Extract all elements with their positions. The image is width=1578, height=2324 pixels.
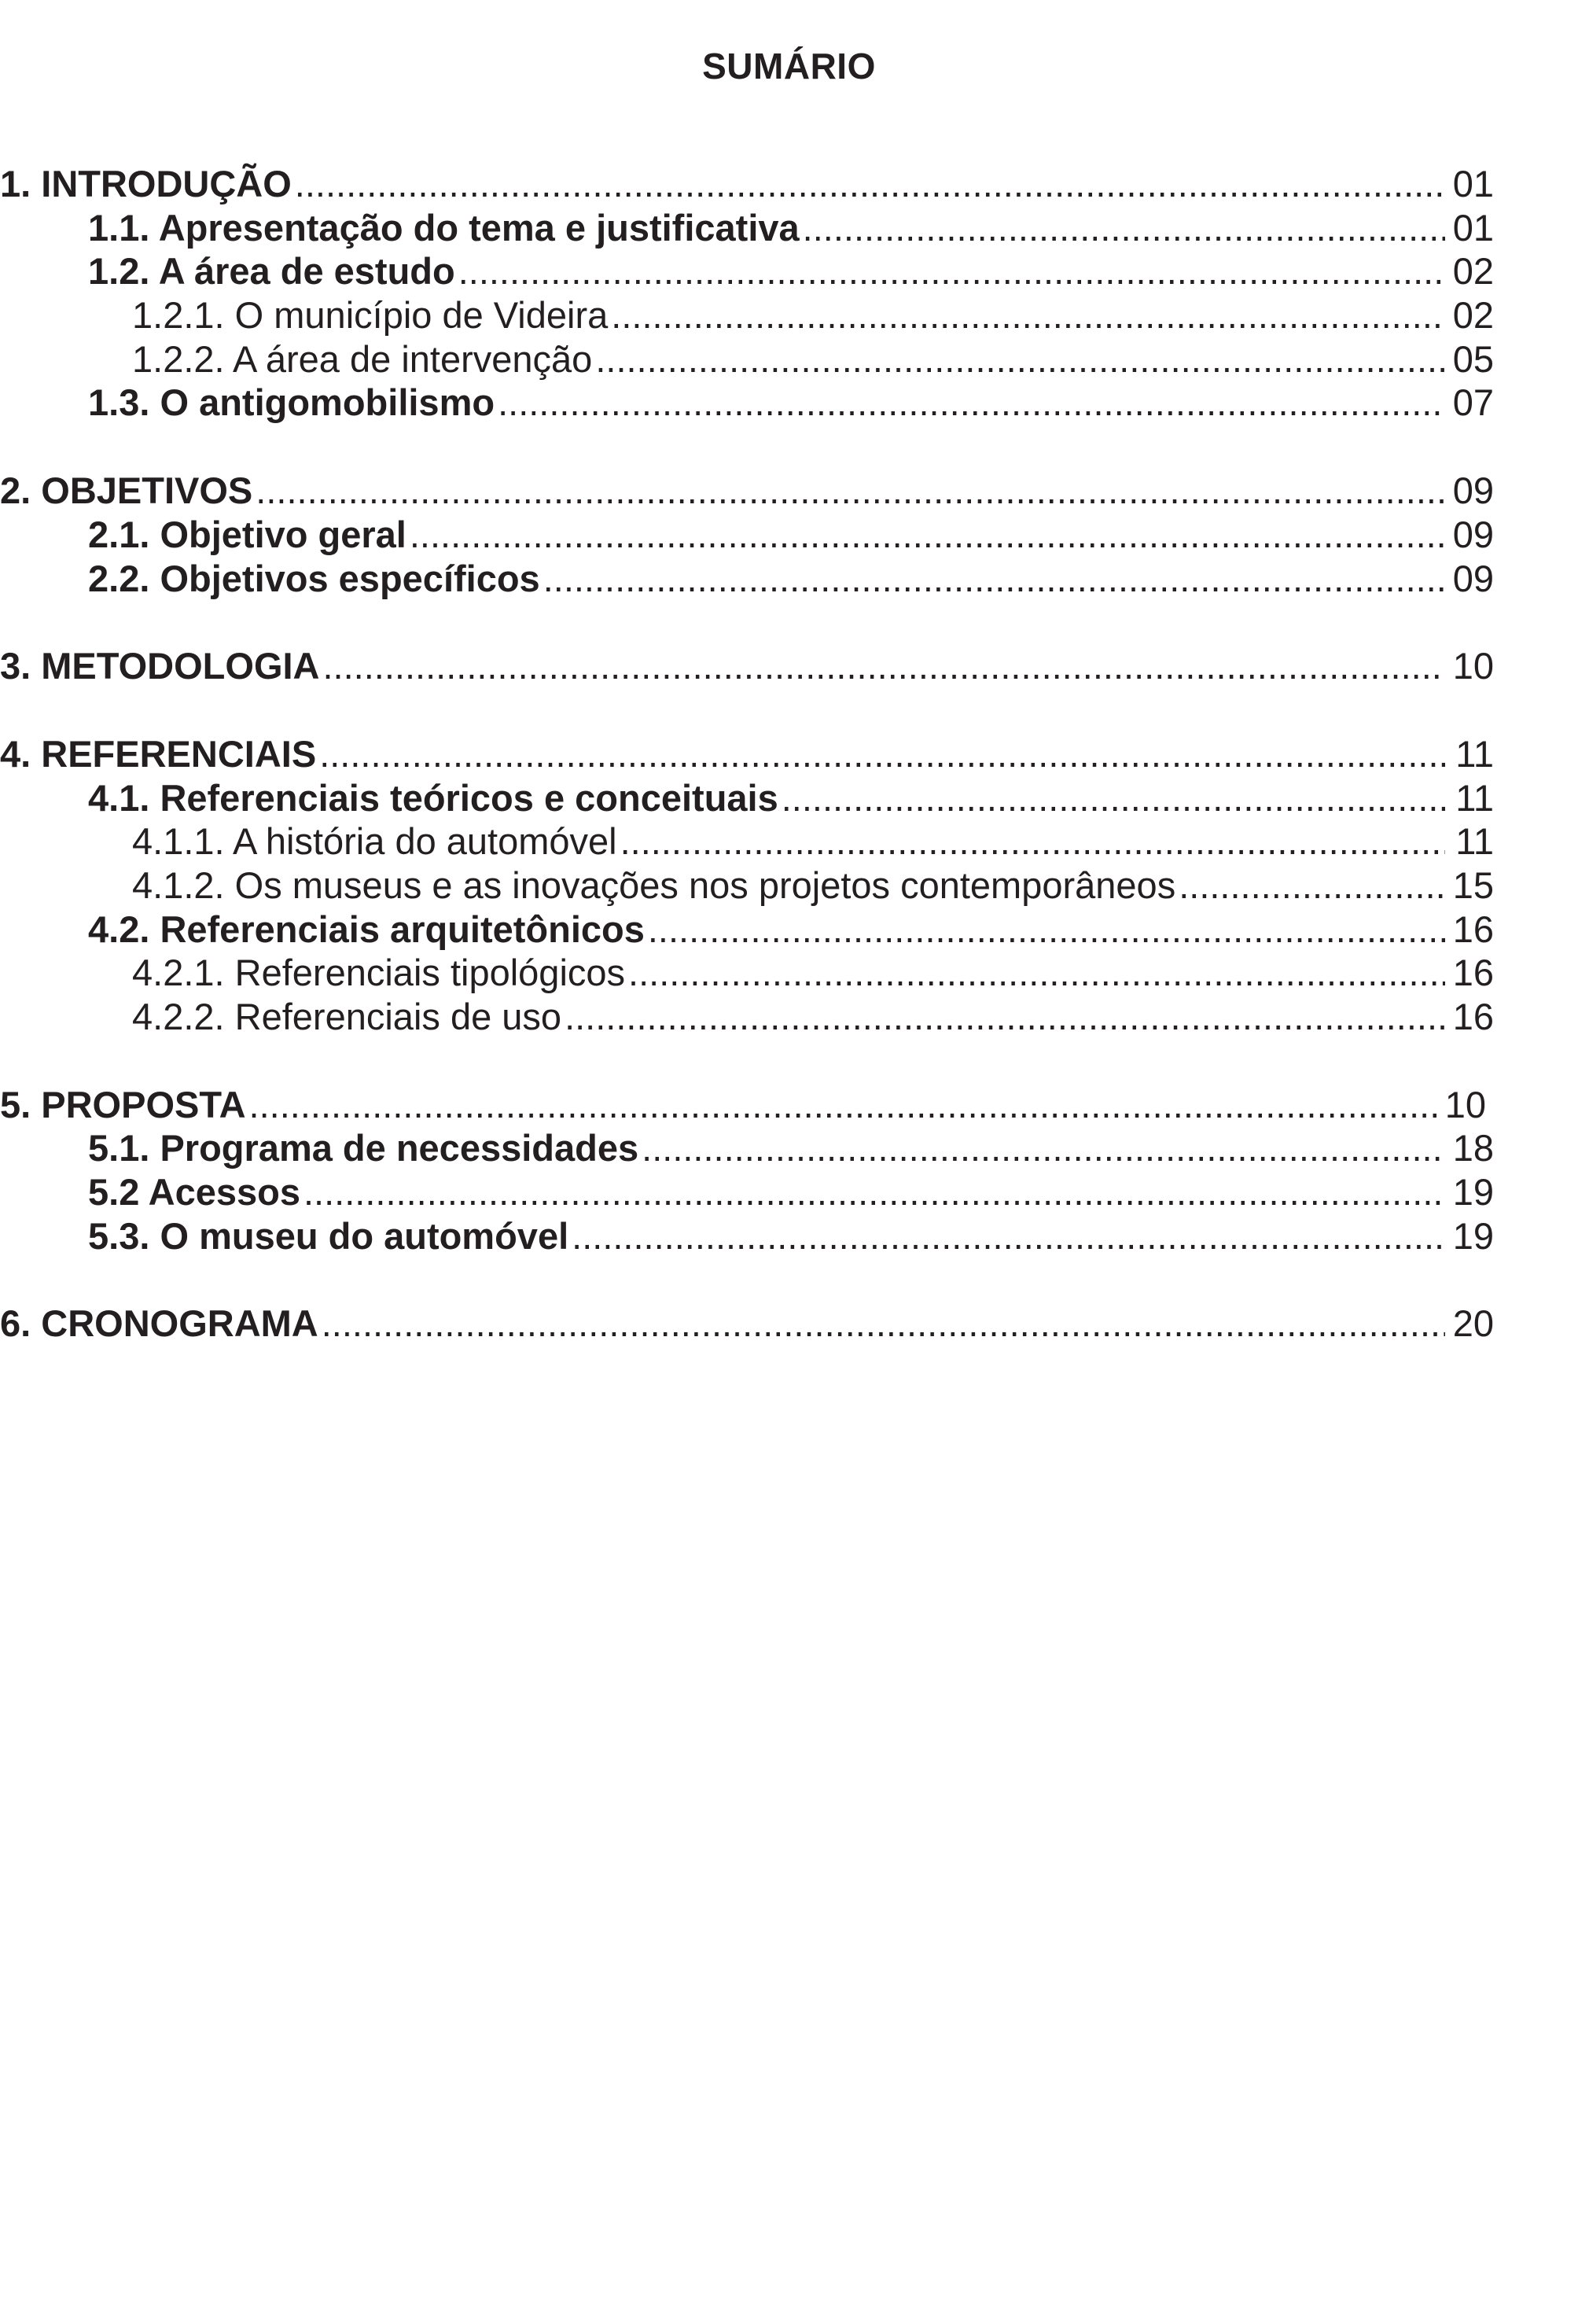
toc-entry[interactable] xyxy=(0,381,1494,425)
toc-entry-page: 01 xyxy=(1452,206,1494,249)
toc-entry-page: 02 xyxy=(1452,294,1494,337)
toc-entry[interactable] xyxy=(0,819,1494,864)
toc-entry-label: 1.2. A área de estudo xyxy=(88,250,455,293)
toc-entry-page: 07 xyxy=(1452,381,1494,424)
toc-entry-page: 02 xyxy=(1452,250,1494,293)
toc-entry-label: 4.2.1. Referenciais tipológicos xyxy=(132,952,626,994)
toc-entry[interactable] xyxy=(0,469,1494,513)
toc-dot-leader xyxy=(410,513,1445,557)
toc-dot-leader xyxy=(458,249,1445,293)
toc-entry-page: 09 xyxy=(1452,470,1494,512)
toc-dot-leader xyxy=(642,1126,1445,1170)
toc-entry[interactable] xyxy=(0,864,1494,908)
toc-dot-leader xyxy=(498,381,1445,425)
toc-entry-page: 16 xyxy=(1452,908,1494,950)
toc-dot-leader xyxy=(303,1170,1445,1214)
toc-entry-page: 20 xyxy=(1452,1302,1494,1345)
page-title: SUMÁRIO xyxy=(702,46,876,87)
toc-entry[interactable] xyxy=(0,1083,1494,1127)
toc-entry-label: 1.1. Apresentação do tema e justificativa xyxy=(88,206,800,249)
toc-entry-page: 11 xyxy=(1455,732,1494,775)
toc-entry-label: 1.2.1. O município de Videira xyxy=(132,294,609,337)
toc-dot-leader xyxy=(256,469,1445,513)
toc-entry[interactable] xyxy=(0,644,1494,688)
toc-entry-page: 16 xyxy=(1452,996,1494,1037)
toc-entry-page: 15 xyxy=(1452,864,1494,906)
toc-section-introducao xyxy=(0,162,1494,425)
toc-entry-label: 3. METODOLOGIA xyxy=(0,645,320,687)
toc-dot-leader xyxy=(628,951,1445,995)
toc-dot-leader xyxy=(543,557,1445,601)
toc-dot-leader xyxy=(565,995,1445,1039)
toc-dot-leader xyxy=(249,1083,1437,1127)
toc-dot-leader xyxy=(803,206,1445,250)
toc-entry[interactable] xyxy=(0,1214,1494,1258)
toc-dot-leader xyxy=(319,732,1445,776)
toc-entry-page: 11 xyxy=(1455,776,1494,819)
toc-dot-leader xyxy=(611,293,1445,337)
toc-entry[interactable] xyxy=(0,732,1494,776)
toc-entry-page: 10 xyxy=(1452,645,1494,687)
toc-entry-label: 1. INTRODUÇÃO xyxy=(0,163,292,204)
toc-entry-page: 19 xyxy=(1452,1171,1494,1214)
toc-entry-page: 19 xyxy=(1452,1214,1494,1257)
toc-entry[interactable] xyxy=(0,1302,1494,1346)
toc-dot-leader xyxy=(572,1214,1445,1258)
toc-entry-page: 11 xyxy=(1455,820,1494,863)
toc-entry-label: 4. REFERENCIAIS xyxy=(0,732,317,775)
toc-section-objetivos xyxy=(0,469,1494,600)
toc-entry[interactable] xyxy=(0,951,1494,995)
toc-entry-page: 10 xyxy=(1444,1083,1486,1125)
toc-entry-label: 4.1. Referenciais teóricos e conceituais xyxy=(88,776,778,819)
toc-entry[interactable] xyxy=(0,513,1494,557)
toc-section-metodologia xyxy=(0,644,1494,688)
toc-entry[interactable] xyxy=(0,776,1494,820)
toc-entry[interactable] xyxy=(0,337,1494,381)
toc-dot-leader xyxy=(322,1302,1445,1346)
toc-entry-label: 4.1.2. Os museus e as inovações nos projetos contemporâneos xyxy=(132,864,1176,906)
toc-section-referenciais xyxy=(0,732,1494,1039)
toc-dot-leader xyxy=(323,644,1446,688)
toc-entry-label: 4.2. Referenciais arquitetônicos xyxy=(88,908,645,950)
toc-dot-leader xyxy=(1179,864,1445,908)
toc-dot-leader xyxy=(782,776,1445,820)
toc-entry-label: 2.1. Objetivo geral xyxy=(88,513,406,555)
toc-dot-leader xyxy=(595,337,1445,381)
toc-entry[interactable] xyxy=(0,162,1494,206)
toc-entry-page: 18 xyxy=(1452,1127,1494,1169)
toc-entry-label: 2.2. Objetivos específicos xyxy=(88,557,540,599)
toc-dot-leader xyxy=(620,819,1445,864)
toc-entry-page: 05 xyxy=(1452,337,1494,380)
toc-entry[interactable] xyxy=(0,293,1494,337)
toc-entry[interactable] xyxy=(0,908,1494,952)
toc-entry-label: 6. CRONOGRAMA xyxy=(0,1302,318,1345)
toc-entry-label: 4.2.2. Referenciais de uso xyxy=(132,996,562,1037)
toc-entry-label: 4.1.1. A história do automóvel xyxy=(132,820,617,863)
toc-entry-label: 5.1. Programa de necessidades xyxy=(88,1127,639,1169)
toc-entry[interactable] xyxy=(0,995,1494,1039)
table-of-contents xyxy=(0,162,1494,1390)
toc-entry-label: 1.2.2. A área de intervenção xyxy=(132,337,593,380)
toc-entry-page: 16 xyxy=(1452,952,1494,994)
toc-entry-label: 5.3. O museu do automóvel xyxy=(88,1214,569,1257)
toc-entry-page: 09 xyxy=(1452,557,1494,599)
toc-entry-page: 01 xyxy=(1452,163,1494,204)
toc-section-proposta xyxy=(0,1083,1494,1258)
toc-entry-label: 5. PROPOSTA xyxy=(0,1083,246,1125)
toc-section-cronograma xyxy=(0,1302,1494,1346)
toc-entry-page: 09 xyxy=(1452,513,1494,555)
toc-entry[interactable] xyxy=(0,1126,1494,1170)
toc-entry-label: 1.3. O antigomobilismo xyxy=(88,381,495,424)
toc-entry[interactable] xyxy=(0,557,1494,601)
toc-dot-leader xyxy=(295,162,1445,206)
toc-entry-label: 2. OBJETIVOS xyxy=(0,470,253,512)
toc-entry[interactable] xyxy=(0,1170,1494,1214)
toc-entry[interactable] xyxy=(0,206,1494,250)
toc-dot-leader xyxy=(648,908,1445,952)
toc-entry-label: 5.2 Acessos xyxy=(88,1171,300,1214)
toc-entry[interactable] xyxy=(0,249,1494,293)
